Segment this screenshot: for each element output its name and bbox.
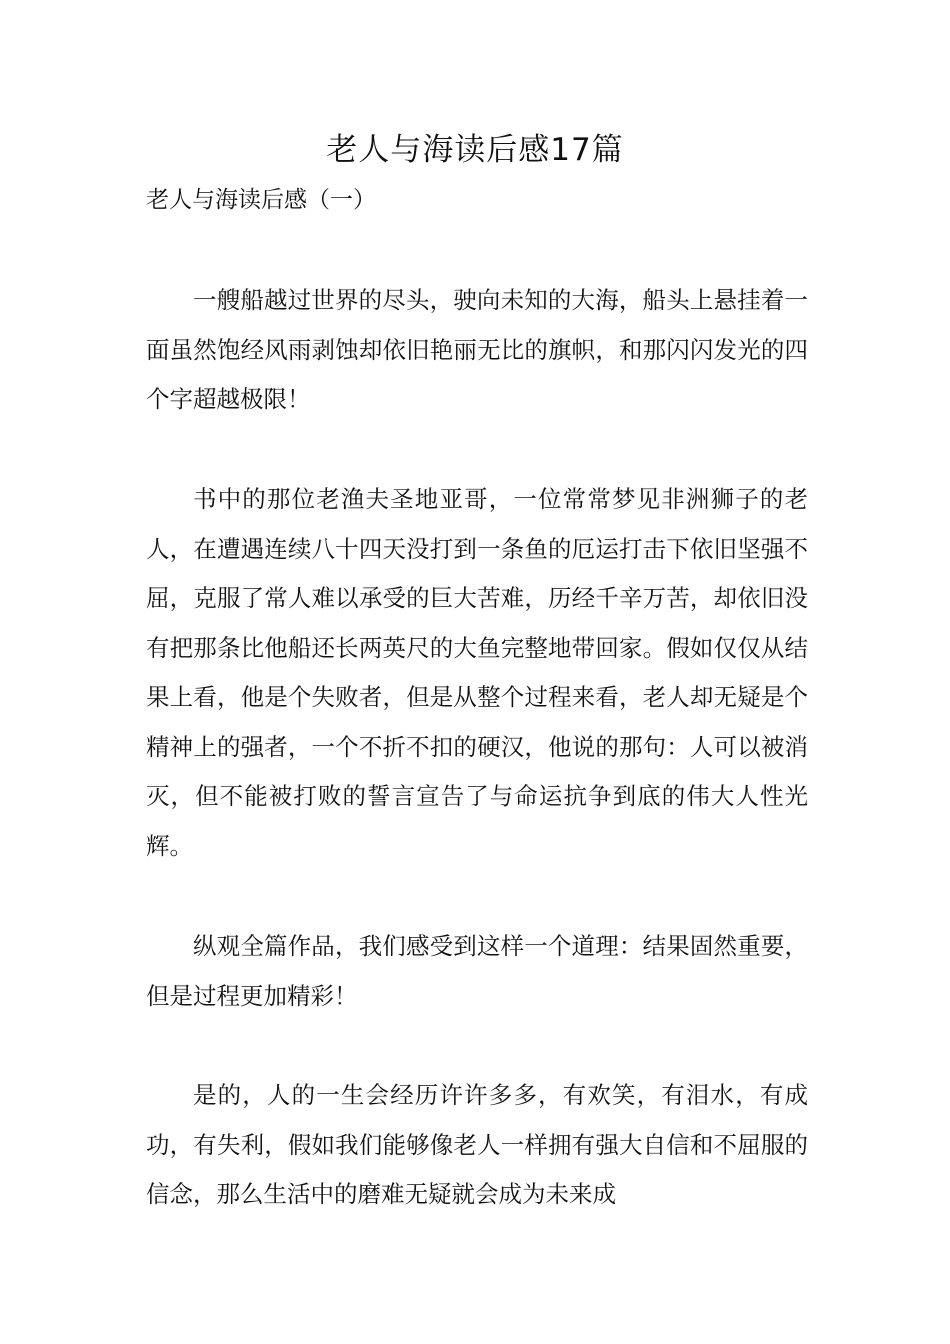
paragraph-4: 是的，人的一生会经历许许多多，有欢笑，有泪水，有成功，有失利，假如我们能够像老人一样拥有强大自信和不屈服的信念，那么生活中的磨难无疑就会成为未来成 (146, 1081, 808, 1208)
paragraph-3: 纵观全篇作品，我们感受到这样一个道理：结果固然重要，但是过程更加精彩！ (146, 932, 808, 1010)
paragraph-1: 一艘船越过世界的尽头，驶向未知的大海，船头上悬挂着一面虽然饱经风雨剥蚀却依旧艳丽无比的旗帜，和那闪闪发光的四个字超越极限！ (146, 286, 808, 413)
section-heading: 老人与海读后感（一） (146, 187, 376, 213)
document-title: 老人与海读后感17篇 (326, 132, 624, 168)
paragraph-2: 书中的那位老渔夫圣地亚哥，一位常常梦见非洲狮子的老人，在遭遇连续八十四天没打到一条鱼的厄运打击下依旧坚强不屈，克服了常人难以承受的巨大苦难，历经千辛万苦，却依旧没有把那条比他船还长两英尺的大鱼完整地带回家。假如仅仅从结果上看，他是个失败者，但是从整个过程来看，老人却无疑是个精神上的强者，一个不折不扣的硬汉，他说的那句：人可以被消灭，但不能被打败的誓言宣告了与命运抗争到底的伟大人性光辉。 (146, 485, 808, 860)
